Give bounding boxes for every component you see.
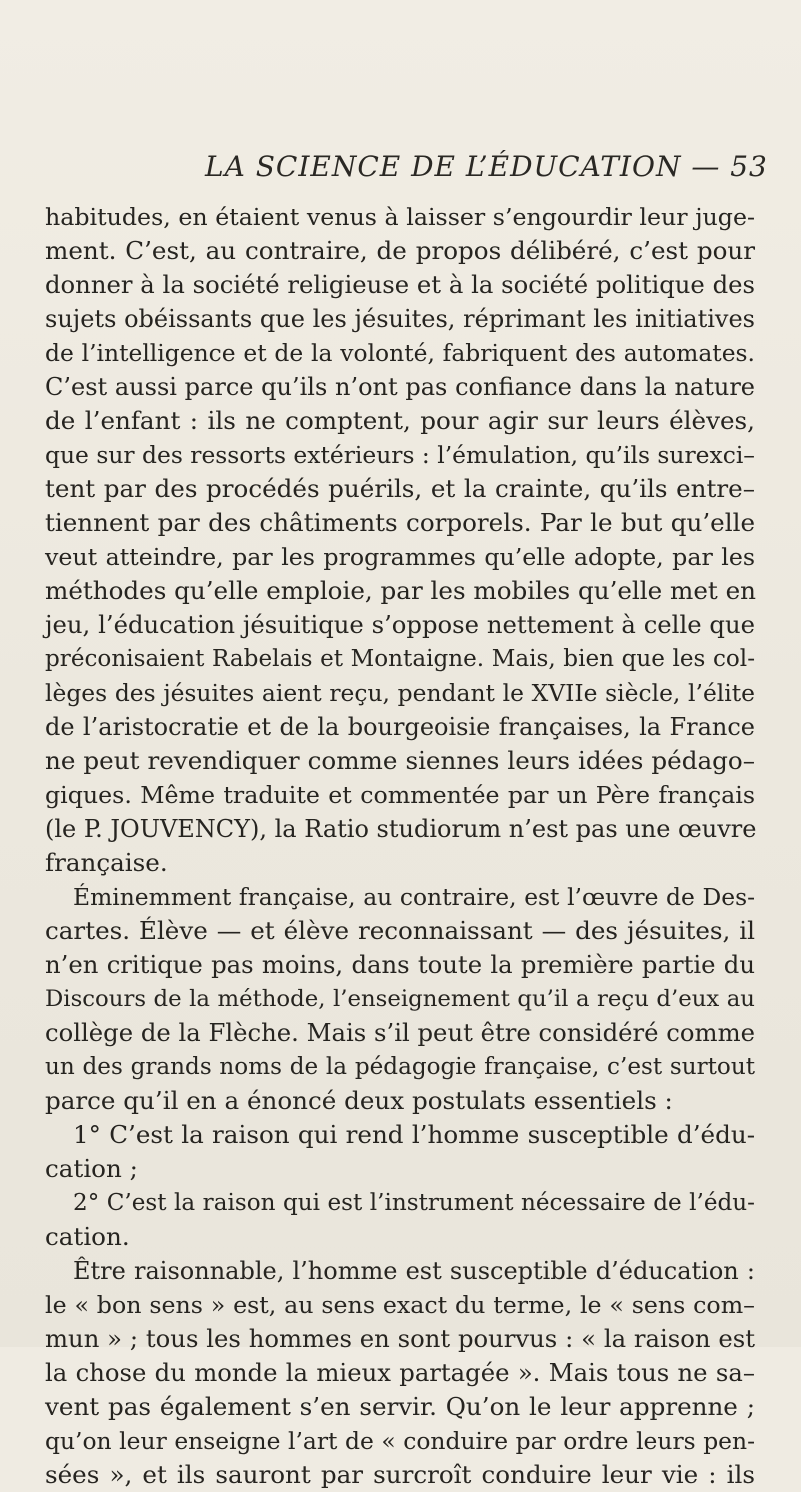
text-line: que sur des ressorts extérieurs : l’émulation, qu’ils surexci– — [45, 441, 755, 469]
text-line: qu’on leur enseigne l’art de « conduire par ordre leurs pen- — [45, 1427, 755, 1455]
text-line: collège de la Flèche. Mais s’il peut être considéré comme — [45, 1018, 755, 1047]
text-line: le « bon sens » est, au sens exact du terme, le « sens com– — [45, 1291, 755, 1319]
text-line: ment. C’est, au contraire, de propos délibéré, c’est pour — [45, 236, 755, 265]
text-line: Être raisonnable, l’homme est susceptible d’éducation : — [73, 1257, 755, 1285]
text-line: donner à la société religieuse et à la société politique des — [45, 270, 755, 299]
text-line: mun » ; tous les hommes en sont pourvus : « la raison est — [45, 1324, 755, 1353]
text-line: jeu, l’éducation jésuitique s’oppose nettement à celle que — [45, 610, 755, 639]
text-line: vent pas également s’en servir. Qu’on le leur apprenne ; — [45, 1392, 755, 1421]
text-line: lèges des jésuites aient reçu, pendant le XVIIe siècle, l’élite — [45, 679, 755, 707]
text-line: de l’enfant : ils ne comptent, pour agir sur leurs élèves, — [45, 406, 755, 435]
text-line: giques. Même traduite et commentée par un Père français — [45, 781, 755, 809]
text-line: de l’intelligence et de la volonté, fabriquent des automates. — [45, 339, 755, 367]
text-line: Discours de la méthode, l’enseignement qu’il a reçu d’eux au — [45, 986, 755, 1012]
text-line: cartes. Élève — et élève reconnaissant — des jésuites, il — [45, 916, 755, 945]
text-line: 1° C’est la raison qui rend l’homme susceptible d’édu- — [73, 1120, 755, 1149]
text-line: 2° C’est la raison qui est l’instrument nécessaire de l’édu- — [73, 1190, 755, 1216]
text-line: Éminemment française, au contraire, est l’œuvre de Des- — [73, 883, 755, 911]
text-line: tent par des procédés puérils, et la crainte, qu’ils entre– — [45, 474, 755, 503]
text-line: n’en critique pas moins, dans toute la première partie du — [45, 950, 755, 979]
text-line: veut atteindre, par les programmes qu’elle adopte, par les — [45, 543, 755, 571]
text-line: habitudes, en étaient venus à laisser s’engourdir leur juge- — [45, 203, 755, 231]
body-text — [45, 200, 755, 1492]
text-line: sées », et ils sauront par surcroît conduire leur vie : ils — [45, 1460, 755, 1489]
text-line: française. — [45, 848, 168, 877]
text-line: de l’aristocratie et de la bourgeoisie françaises, la France — [45, 713, 755, 741]
text-line: cation ; — [45, 1154, 138, 1183]
running-head: LA SCIENCE DE L’ÉDUCATION — 53 — [205, 150, 768, 183]
text-line: préconisaient Rabelais et Montaigne. Mais, bien que les col- — [45, 646, 755, 672]
text-line: parce qu’il en a énoncé deux postulats essentiels : — [45, 1086, 673, 1115]
text-line: cation. — [45, 1222, 130, 1251]
text-line: un des grands noms de la pédagogie française, c’est surtout — [45, 1054, 755, 1080]
text-line: la chose du monde la mieux partagée ». Mais tous ne sa– — [45, 1358, 755, 1387]
text-line: (le P. JOUVENCY), la Ratio studiorum n’est pas une œuvre — [45, 815, 757, 843]
text-line: méthodes qu’elle emploie, par les mobiles qu’elle met en — [45, 576, 757, 605]
text-line: C’est aussi parce qu’ils n’ont pas confiance dans la nature — [45, 373, 755, 401]
text-line: sujets obéissants que les jésuites, réprimant les initiatives — [45, 305, 755, 333]
text-line: tiennent par des châtiments corporels. Par le but qu’elle — [45, 508, 755, 537]
text-line: ne peut revendiquer comme siennes leurs idées pédago– — [45, 746, 755, 775]
